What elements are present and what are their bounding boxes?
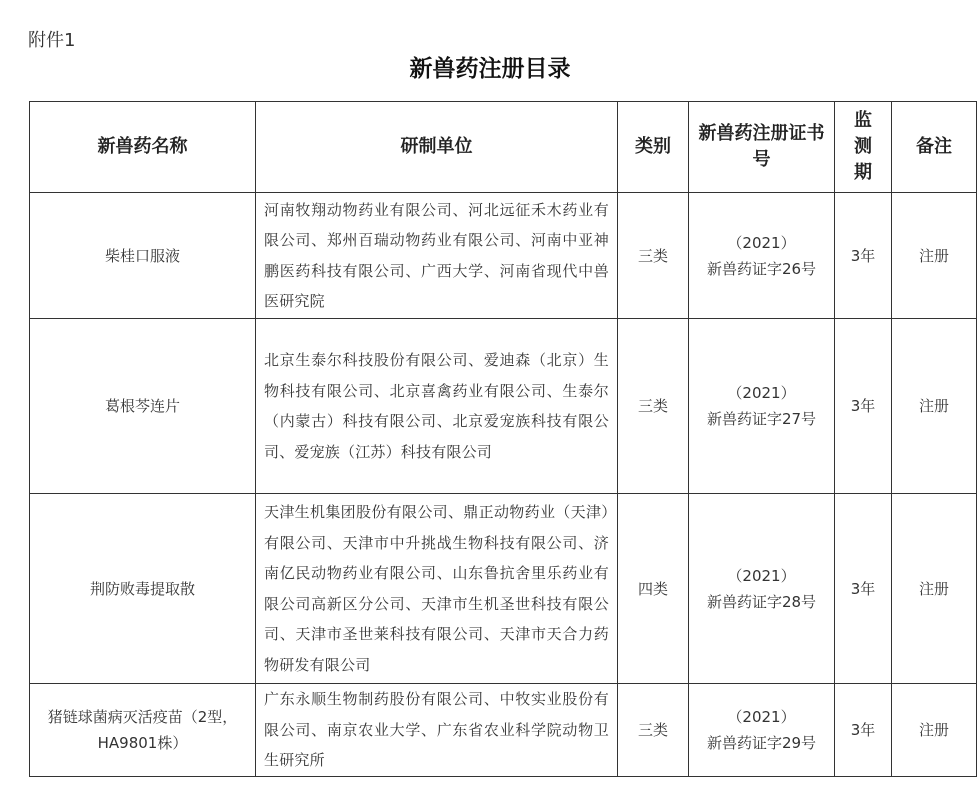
header-developer: 研制单位 xyxy=(256,102,618,193)
period-cell: 3年 xyxy=(835,319,892,494)
drug-name-cell: 荆防败毒提取散 xyxy=(30,494,256,684)
table-row xyxy=(30,684,977,777)
attachment-label: 附件1 xyxy=(28,30,76,51)
category-cell: 三类 xyxy=(618,193,689,319)
developer-cell: 广东永顺生物制药股份有限公司、中牧实业股份有限公司、南京农业大学、广东省农业科学院动物卫生研究所 xyxy=(256,684,618,777)
certificate-number: 新兽药证字26号 xyxy=(706,259,817,278)
certificate-cell xyxy=(689,319,835,494)
period-cell: 3年 xyxy=(835,193,892,319)
remark-cell: 注册 xyxy=(892,319,977,494)
developer-cell: 北京生泰尔科技股份有限公司、爱迪森（北京）生物科技有限公司、北京喜禽药业有限公司、生泰尔（内蒙古）科技有限公司、北京爱宠族科技有限公司、爱宠族（江苏）科技有限公司 xyxy=(256,319,618,494)
certificate-number: 新兽药证字27号 xyxy=(706,410,817,428)
table-row xyxy=(30,319,977,494)
developer-cell: 天津生机集团股份有限公司、鼎正动物药业（天津）有限公司、天津市中升挑战生物科技有限公司、济南亿民动物药业有限公司、山东鲁抗舍里乐药业有限公司高新区分公司、天津市生机圣世科技有限公司、天津市圣世莱科技有限公司、天津市天合力药物研发有限公司 xyxy=(256,494,618,684)
period-cell: 3年 xyxy=(835,684,892,777)
category-cell: 三类 xyxy=(618,684,689,777)
category-cell: 三类 xyxy=(618,319,689,494)
certificate-year: （2021） xyxy=(727,707,796,726)
certificate-year: （2021） xyxy=(727,384,796,402)
remark-cell: 注册 xyxy=(892,684,977,777)
certificate-cell xyxy=(689,193,835,319)
remark-cell: 注册 xyxy=(892,193,977,319)
developer-cell: 河南牧翔动物药业有限公司、河北远征禾木药业有限公司、郑州百瑞动物药业有限公司、河南中亚神鹏医药科技有限公司、广西大学、河南省现代中兽医研究院 xyxy=(256,193,618,319)
remark-cell: 注册 xyxy=(892,494,977,684)
header-drug-name: 新兽药名称 xyxy=(30,102,256,193)
table-row xyxy=(30,193,977,319)
page-title: 新兽药注册目录 xyxy=(409,55,571,82)
header-category: 类别 xyxy=(618,102,689,193)
certificate-number: 新兽药证字29号 xyxy=(706,733,817,752)
drug-name-cell: 柴桂口服液 xyxy=(30,193,256,319)
drug-name-cell: 猪链球菌病灭活疫苗（2型，HA9801株） xyxy=(30,684,256,777)
certificate-year: （2021） xyxy=(727,566,796,585)
certificate-number: 新兽药证字28号 xyxy=(706,592,817,611)
period-cell: 3年 xyxy=(835,494,892,684)
certificate-cell xyxy=(689,684,835,777)
drug-name-cell: 葛根芩连片 xyxy=(30,319,256,494)
certificate-cell xyxy=(689,494,835,684)
header-monitoring-period: 监测期 xyxy=(835,102,892,193)
registration-table xyxy=(29,101,977,777)
header-certificate: 新兽药注册证书号 xyxy=(689,102,835,193)
category-cell: 四类 xyxy=(618,494,689,684)
table-row xyxy=(30,494,977,684)
table-header-row xyxy=(30,102,977,193)
header-remark: 备注 xyxy=(892,102,977,193)
certificate-year: （2021） xyxy=(727,233,796,252)
